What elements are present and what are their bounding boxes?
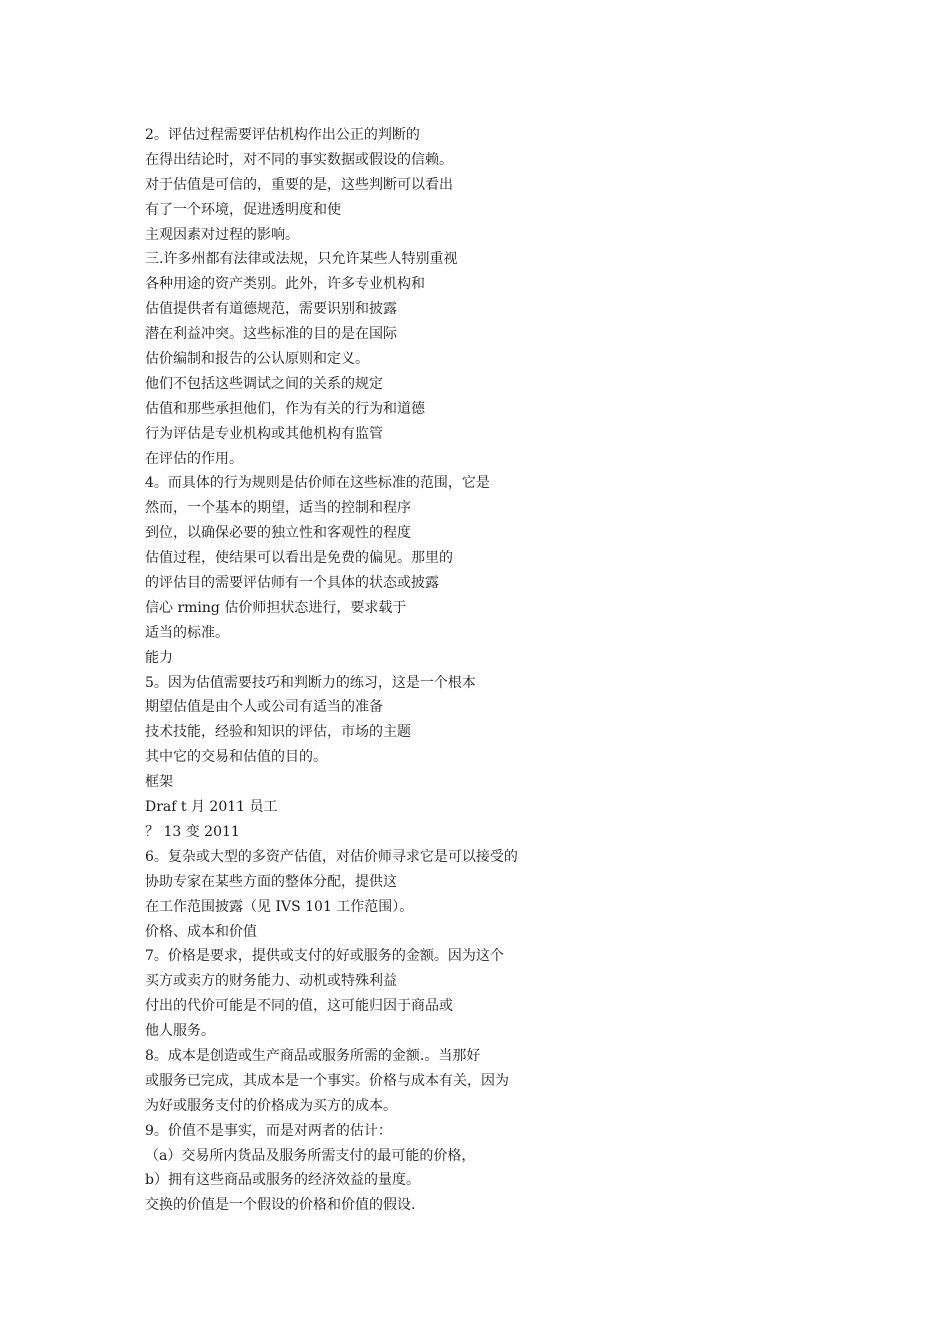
text-line: 到位，以确保必要的独立性和客观性的程度 <box>145 525 411 542</box>
text-line: 他人服务。 <box>145 1023 215 1040</box>
text-line: 6。复杂或大型的多资产估值，对估价师寻求它是可以接受的 <box>145 848 518 865</box>
text-line: 其中它的交易和估值的目的。 <box>145 749 327 766</box>
text-line: 三.许多州都有法律或法规，只允许某些人特别重视 <box>145 251 458 268</box>
section-heading: 能力 <box>145 649 173 666</box>
running-footer-page: ？ 13 变 2011 <box>145 823 240 840</box>
text-line: 行为评估是专业机构或其他机构有监管 <box>145 425 383 442</box>
text-line: 9。价值不是事实，而是对两者的估计： <box>145 1122 392 1139</box>
text-line: b）拥有这些商品或服务的经济效益的量度。 <box>145 1172 420 1189</box>
text-line: 他们不包括这些调试之间的关系的规定 <box>145 375 383 392</box>
text-line: 在评估的作用。 <box>145 450 243 467</box>
text-line: 买方或卖方的财务能力、动机或特殊利益 <box>145 973 397 990</box>
document-body <box>145 123 845 1218</box>
text-line: 期望估值是由个人或公司有适当的准备 <box>145 699 383 716</box>
text-line: 为好或服务支付的价格成为买方的成本。 <box>145 1097 397 1114</box>
text-line: 或服务已完成，其成本是一个事实。价格与成本有关，因为 <box>145 1072 509 1089</box>
text-line: 2。评估过程需要评估机构作出公正的判断的 <box>145 127 420 143</box>
text-line: 有了一个环境，促进透明度和使 <box>145 201 341 218</box>
running-footer-title: 框架 <box>145 774 173 791</box>
text-line: 对于估值是可信的，重要的是，这些判断可以看出 <box>145 176 453 193</box>
text-line: 4。而具体的行为规则是估价师在这些标准的范围，它是 <box>145 475 490 492</box>
text-line: 信心 rming 估价师担状态进行，要求载于 <box>145 599 407 616</box>
text-line: 估值提供者有道德规范，需要识别和披露 <box>145 301 397 318</box>
text-line: 在工作范围披露（见 IVS 101 工作范围）。 <box>145 898 414 915</box>
text-line: 7。价格是要求，提供或支付的好或服务的金额。因为这个 <box>145 948 504 965</box>
text-line: （a）交易所内货品及服务所需支付的最可能的价格， <box>145 1147 476 1164</box>
text-line: 协助专家在某些方面的整体分配，提供这 <box>145 873 397 890</box>
text-line: 5。因为估值需要技巧和判断力的练习，这是一个根本 <box>145 674 476 691</box>
section-heading: 价格、成本和价值 <box>145 923 257 940</box>
text-line: 的评估目的需要评估师有一个具体的状态或披露 <box>145 575 439 592</box>
text-line: 适当的标准。 <box>145 624 229 641</box>
text-line: 在得出结论时，对不同的事实数据或假设的信赖。 <box>145 151 453 168</box>
text-line: 交换的价值是一个假设的价格和价值的假设. <box>145 1197 416 1214</box>
text-line: 各种用途的资产类别。此外，许多专业机构和 <box>145 276 425 293</box>
text-line: 技术技能，经验和知识的评估，市场的主题 <box>145 724 411 741</box>
text-line: 潜在利益冲突。这些标准的目的是在国际 <box>145 326 397 343</box>
text-line: 然而，一个基本的期望，适当的控制和程序 <box>145 500 411 517</box>
text-line: 估值和那些承担他们，作为有关的行为和道德 <box>145 400 425 417</box>
text-line: 付出的代价可能是不同的值，这可能归因于商品或 <box>145 998 453 1015</box>
text-line: 主观因素对过程的影响。 <box>145 226 299 243</box>
text-line: 估价编制和报告的公认原则和定义。 <box>145 351 369 368</box>
running-footer-date: Draf t 月 2011 员工 <box>145 799 278 816</box>
text-line: 估值过程，使结果可以看出是免费的偏见。那里的 <box>145 550 453 567</box>
text-line: 8。成本是创造或生产商品或服务所需的金额.。当那好 <box>145 1047 481 1064</box>
